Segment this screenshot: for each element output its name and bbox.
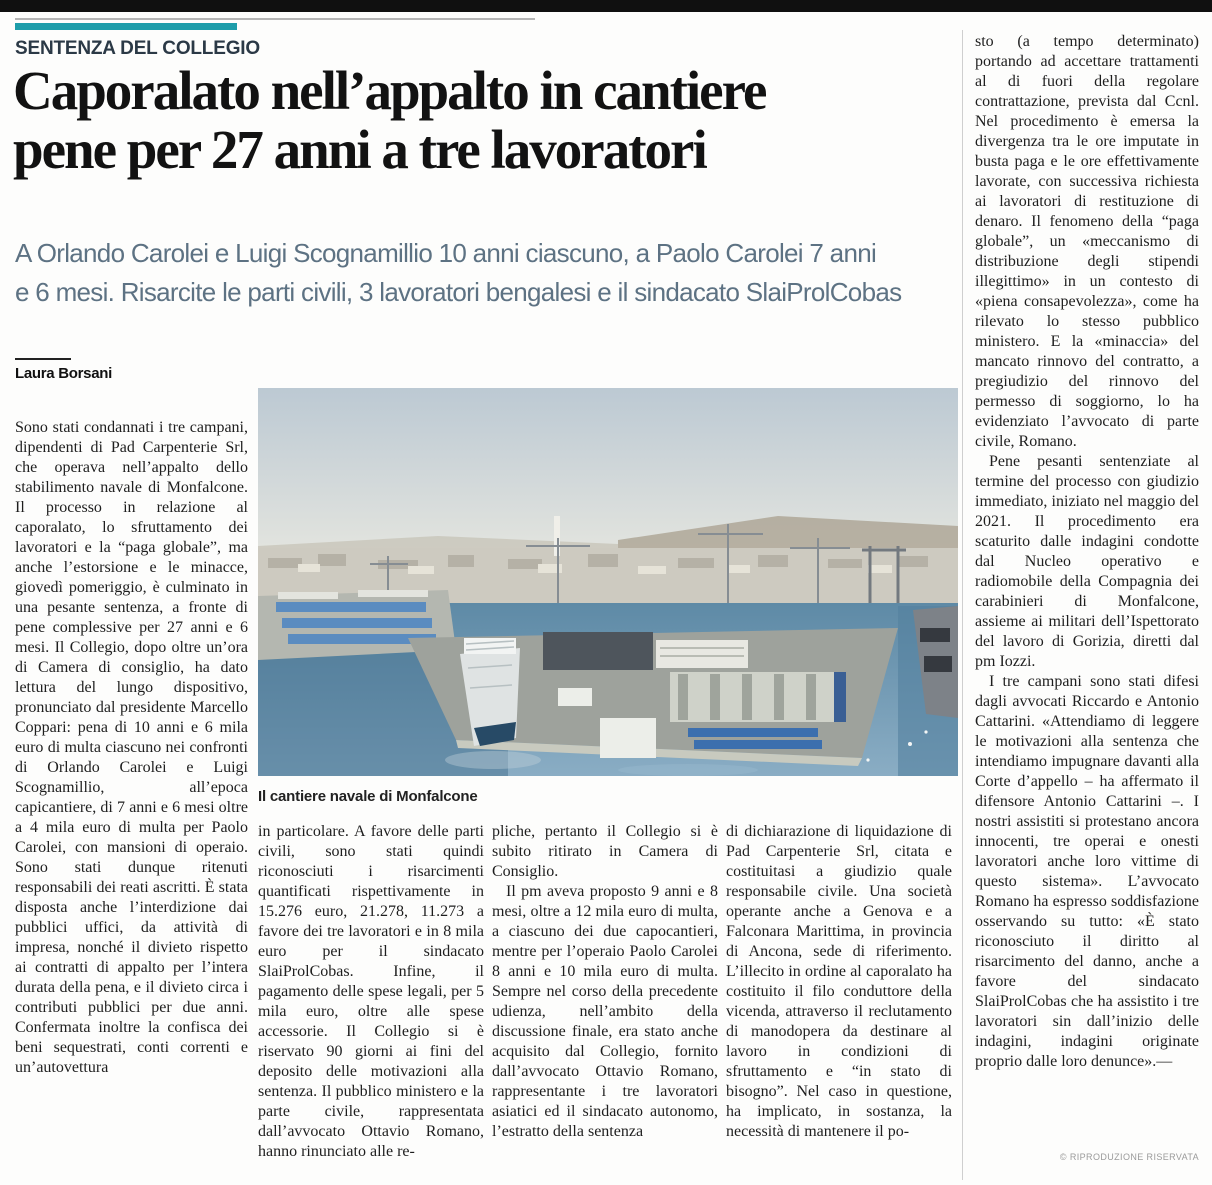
article-paragraph: I tre campani sono stati difesi dagli avvocati Riccardo e Antonio Cattarini. «Attendiamo di leggere le motivazioni alla sentenza che intendiamo impugnare davanti alla Corte d’appello – ha affermato il difensore Antonio Cattarini –. I nostri assistiti si protestano ancora innocenti, tre operai e onesti lavoratori anche loro vittime di questo sistema». L’avvocato Romano ha espresso soddisfazione osservando su tutto: «È stato riconosciuto il diritto al risarcimento del danno, anche a favore del sindacato SlaiProlCobas che ha assistito i tre lavoratori sin dall’inizio delle indagini, indagini originate proprio dalle loro denunce».— xyxy=(975,673,1199,1070)
photo-caption: Il cantiere navale di Monfalcone xyxy=(258,788,478,805)
article-paragraph: in particolare. A favore delle parti civili, sono stati quindi riconosciuti i risarcimenti quantificati rispettivamente in 15.276 euro, 21.278, 11.273 a favore dei tre lavoratori e in 8 mila euro per il sindacato SlaiProlCobas. Infine, il pagamento delle spese legali, per 5 mila euro, oltre alle spese accessorie. Il Collegio si è riservato 90 giorni ai fini del deposito delle motivazioni alla sentenza. Il pubblico ministero e la parte civile, rappresentata dall’avvocato Ottavio Romano, hanno rinunciato alle re- xyxy=(258,823,484,1160)
article-column-2 xyxy=(258,822,484,1185)
article-column-1 xyxy=(15,418,248,1185)
article-column-4 xyxy=(726,822,952,1185)
headline-line-1: Caporalato nell’appalto in cantiere xyxy=(13,60,766,121)
article-paragraph: Il pm aveva proposto 9 anni e 8 mesi, oltre a 12 mila euro di multa, a ciascuno dei due capocantieri, mentre per l’operaio Paolo Carolei 8 anni e 10 mila euro di multa. Sempre nel corso della precedente udienza, nell’ambito della discussione finale, era stato anche acquisito dal Collegio, fornito dall’avvocato Ottavio Romano, rappresentante i tre lavoratori asiatici ed il sindacato autonomo, l’estratto della sentenza xyxy=(492,883,718,1140)
article-column-3 xyxy=(492,822,718,1185)
article-column-5 xyxy=(975,32,1199,1144)
subheadline-line-1: A Orlando Carolei e Luigi Scognamillio 10 anni ciascuno, a Paolo Carolei 7 anni xyxy=(15,238,877,268)
article-paragraph: Sono stati condannati i tre campani, dipendenti di Pad Carpenterie Srl, che operava nell’appalto dello stabilimento navale di Monfalcone. Il processo in relazione al caporalato, lo sfruttamento dei lavoratori e la “paga globale”, ma anche l’estorsione e le minacce, giovedì pomeriggio, è culminato in una pesante sentenza, a fronte di pene complessive per 27 anni e 6 mesi. Il Collegio, dopo oltre un’ora di Camera di consiglio, ha dato lettura del lungo dispositivo, pronunciato dal presidente Marcello Coppari: pena di 10 anni e 6 mila euro di multa ciascuno nei confronti di Orlando Carolei e Luigi Scognamillio, all’epoca capicantiere, di 7 anni e 6 mesi oltre a 4 mila euro di multa per Paolo Carolei, con mansioni di operaio. Sono stati dunque ritenuti responsabili dei reati ascritti. È stata disposta anche l’interdizione dai pubblici uffici, da attività di impresa, nonché il divieto rispetto ai contratti di appalto per l’intera durata della pena, e il divieto circa i contributi pubblici per due anni. Confermata inoltre la confisca dei beni sequestrati, conti correnti e un’autovettura xyxy=(15,419,248,1076)
kicker: SENTENZA DEL COLLEGIO xyxy=(15,38,260,59)
subheadline xyxy=(15,234,980,312)
kicker-accent-bar xyxy=(15,23,237,30)
headline xyxy=(13,62,978,180)
top-gray-rule xyxy=(15,18,535,20)
article-paragraph: di dichiarazione di liquidazione di Pad Carpenterie Srl, citata e costituitasi a giudizio quale responsabile civile. Una società operante anche a Genova e a Falconara Marittima, in provincia di Ancona, sede di riferimento. L’illecito in ordine al caporalato ha costituito il filo conduttore della vicenda, attraverso il reclutamento di manodopera da destinare al lavoro in condizioni di sfruttamento e “in stato di bisogno”. Nel caso in questione, ha implicato, in sostanza, la necessità di mantenere il po- xyxy=(726,823,952,1140)
article-paragraph: Pene pesanti sentenziate al termine del processo con giudizio immediato, iniziato nel maggio del 2021. Il procedimento era scaturito dalle indagini condotte dal Nucleo operativo e radiomobile della Compagnia dei carabinieri di Monfalcone, assieme ai militari dell’Ispettorato del lavoro di Gorizia, diretti dal pm Iozzi. xyxy=(975,453,1199,670)
copyright-notice: © RIPRODUZIONE RISERVATA xyxy=(1059,1152,1199,1162)
shipyard-aerial-photo xyxy=(258,388,958,776)
column-divider xyxy=(962,30,963,1180)
article-paragraph: sto (a tempo determinato) portando ad accettare trattamenti al di fuori della regolare contrattazione, prevista dal Ccnl. Nel procedimento è emersa la divergenza tra le ore imputate in busta paga e le ore effettivamente lavorate, con successiva richiesta ai lavoratori di restituzione di denaro. Il fenomeno della “paga globale”, un «meccanismo di distribuzione degli stipendi illegittimo» in un contesto di «piena consapevolezza», come ha rilevato lo stesso pubblico ministero. E la «minaccia» del mancato rinnovo del contratto, a pregiudizio del rinnovo del permesso di soggiorno, lo ha evidenziato l’avvocato di parte civile, Romano. xyxy=(975,33,1199,450)
subheadline-line-2: e 6 mesi. Risarcite le parti civili, 3 lavoratori bengalesi e il sindacato SlaiProlCobas xyxy=(15,277,902,307)
byline-rule xyxy=(15,358,71,360)
article-paragraph: pliche, pertanto il Collegio si è subito ritirato in Camera di Consiglio. xyxy=(492,823,718,880)
byline: Laura Borsani xyxy=(15,365,112,382)
top-black-bar xyxy=(0,0,1212,12)
headline-line-2: pene per 27 anni a tre lavoratori xyxy=(13,118,706,180)
